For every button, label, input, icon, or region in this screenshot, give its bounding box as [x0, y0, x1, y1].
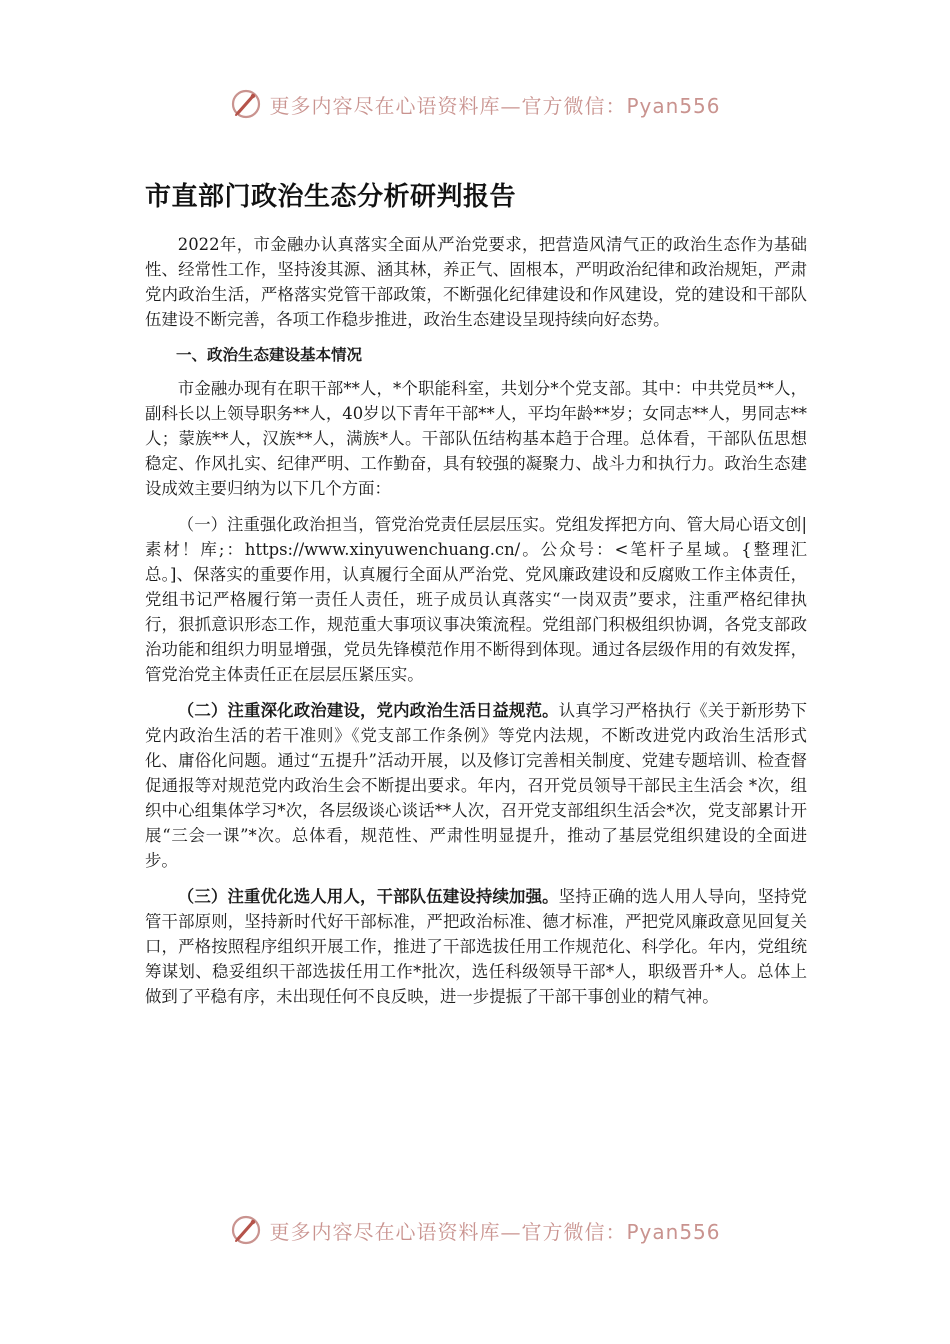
pen-circle-logo-icon: [229, 1213, 263, 1247]
wechat-id: Pyan556: [626, 1219, 721, 1244]
banner-text: 更多内容尽在心语资料库—官方微信：Pyan556: [269, 1219, 721, 1244]
footer-banner: [0, 1210, 950, 1250]
point2-text: 认真学习严格执行《关于新形势下党内政治生活的若干准则》《党支部工作条例》等党内法规，不断改进党内政治生活形式化、庸俗化问题。通过“五提升”活动开展，以及修订完善相关制度、党建专题培训、检查督促通报等对规范党内政治生会不断提出要求。年内，召开党员领导干部民主生活会 *次，组织中心组集体学习*次，各层级谈心谈话**人次，召开党支部组织生活会*次，党支部累计开展“三会一课”*次。总体看，规范性、严肃性明显提升，推动了基层党组织建设的全面进步。: [145, 701, 807, 870]
section-heading: 一、政治生态建设基本情况: [176, 346, 363, 364]
wechat-id: Pyan556: [626, 93, 721, 118]
overview-paragraph: 市金融办现有在职干部**人，*个职能科室，共划分*个党支部。其中：中共党员**人，副科长以上领导职务**人，40岁以下青年干部**人，平均年龄**岁；女同志**人，男同志**人；蒙族**人，汉族**人，满族*人。干部队伍结构基本趋于合理。总体看，干部队伍思想稳定、作风扎实、纪律严明、工作勤奋，具有较强的凝聚力、战斗力和执行力。政治生态建设成效主要归纳为以下几个方面：: [145, 379, 807, 498]
point3-heading: （三）注重优化选人用人，干部队伍建设持续加强。: [177, 887, 559, 906]
point2-heading: （二）注重深化政治建设，党内政治生活日益规范。: [177, 701, 559, 720]
document-body: [145, 232, 807, 1020]
point3-text: 坚持正确的选人用人导向，坚持党管干部原则，坚持新时代好干部标准，严把政治标准、德才标准，严把党风廉政意见回复关口，严格按照程序组织开展工作，推进了干部选拔任用工作规范化、科学化。年内，党组统筹谋划、稳妥组织干部选拔任用工作*批次，选任科级领导干部*人，职级晋升*人。总体上做到了平稳有序，未出现任何不良反映，进一步提振了干部干事创业的精气神。: [145, 887, 807, 1006]
banner-text: 更多内容尽在心语资料库—官方微信：Pyan556: [269, 93, 721, 118]
point2-paragraph: [145, 698, 807, 873]
header-banner: [0, 84, 950, 124]
pen-circle-logo-icon: [229, 87, 263, 121]
intro-paragraph: 2022年，市金融办认真落实全面从严治党要求，把营造风清气正的政治生态作为基础性、经常性工作，坚持浚其源、涵其林，养正气、固根本，严明政治纪律和政治规矩，严肃党内政治生活，严格落实党管干部政策，不断强化纪律建设和作风建设，党的建设和干部队伍建设不断完善，各项工作稳步推进，政治生态建设呈现持续向好态势。: [145, 235, 807, 329]
point1-paragraph: （一）注重强化政治担当，管党治党责任层层压实。党组发挥把方向、管大局心语文创|素材！库;：https://www.xinyuwenchuang.cn/。公众号：<笔杆子星域。{整理汇总。]、保落实的重要作用，认真履行全面从严治党、党风廉政建设和反腐败工作主体责任，党组书记严格履行第一责任人责任，班子成员认真落实“一岗双责”要求，注重严格纪律执行，狠抓意识形态工作，规范重大事项议事决策流程。党组部门积极组织协调，各党支部政治功能和组织力明显增强，党员先锋模范作用不断得到体现。通过各层级作用的有效发挥，管党治党主体责任正在层层压紧压实。: [145, 515, 807, 684]
point3-paragraph: [145, 884, 807, 1009]
page-title: 市直部门政治生态分析研判报告: [145, 182, 517, 212]
